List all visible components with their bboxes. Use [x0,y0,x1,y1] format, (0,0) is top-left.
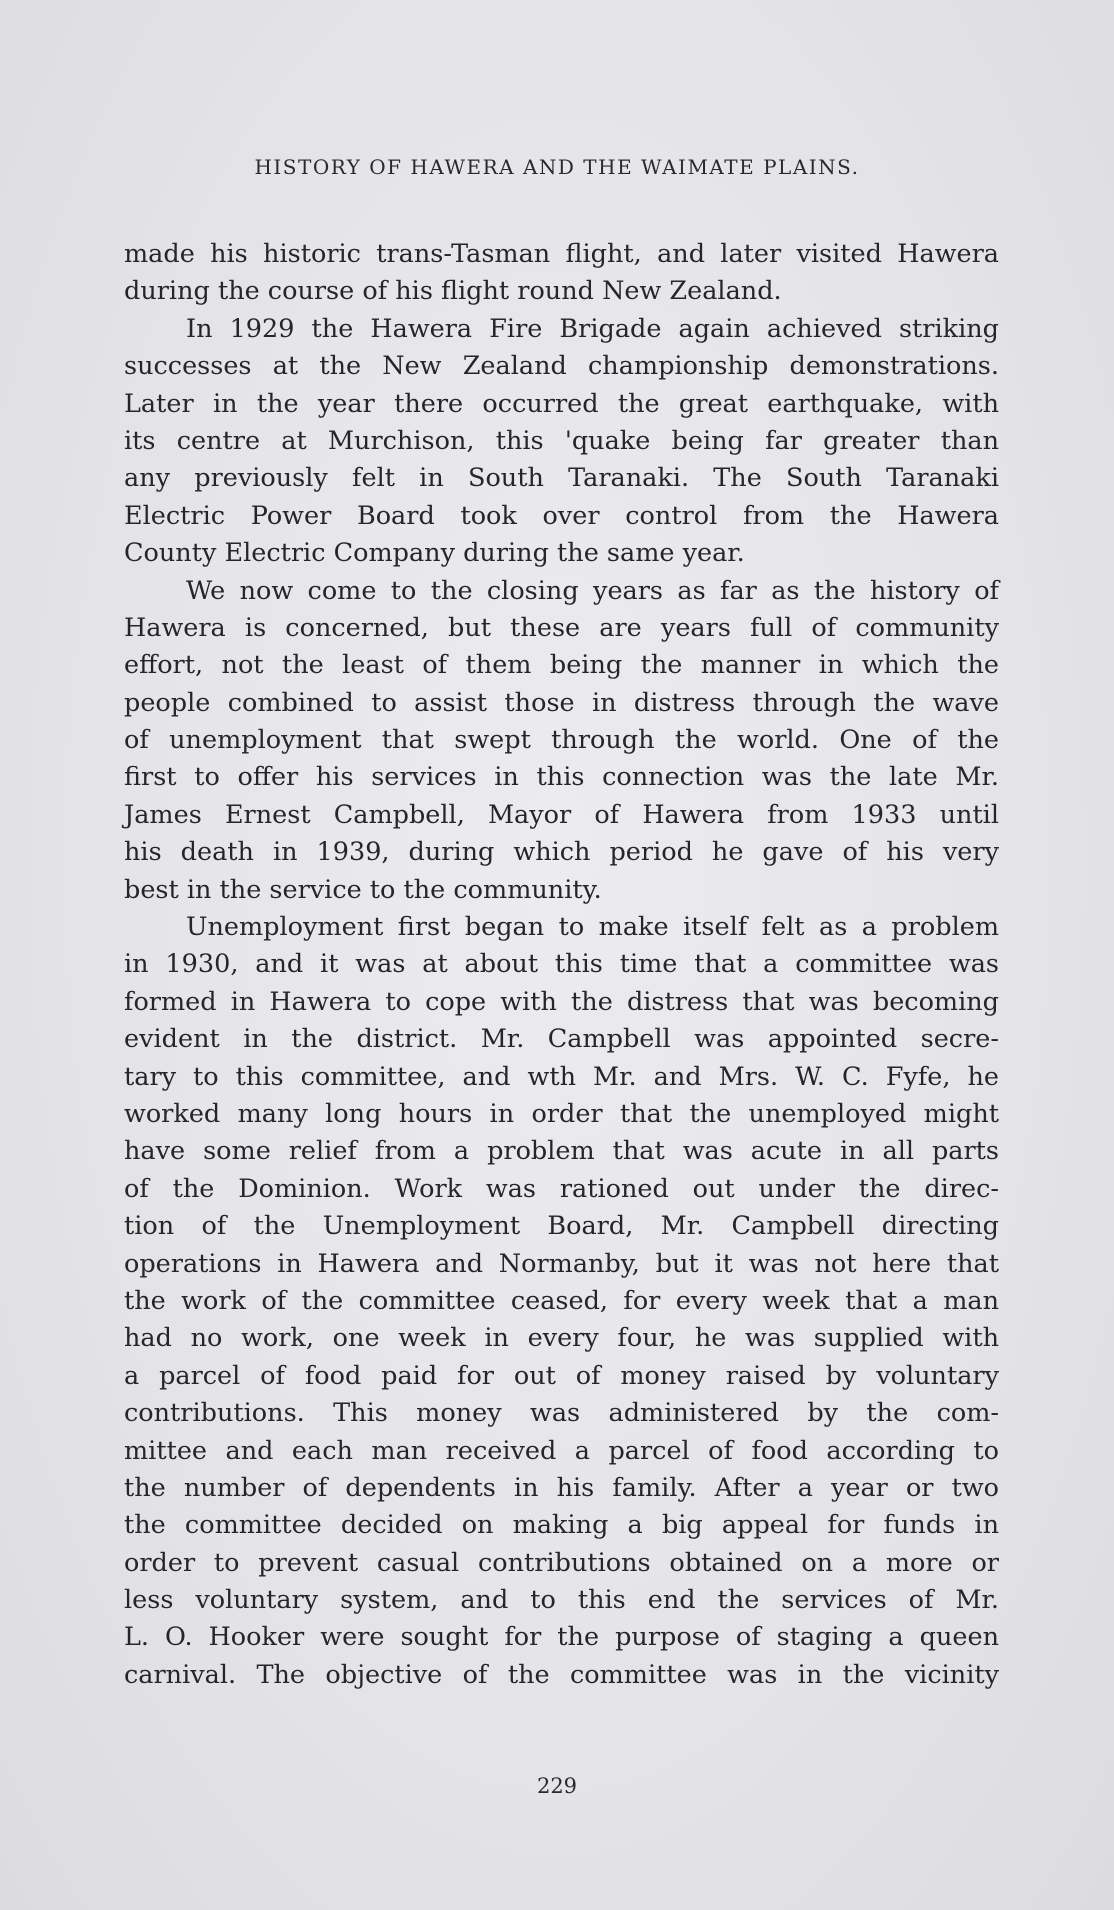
text-line: his death in 1939, during which period he gave of his very [124,837,999,868]
text-line: formed in Hawera to cope with the distress that was becoming [124,986,999,1017]
text-line: tary to this committee, and wth Mr. and Mrs. W. C. Fyfe, he [124,1061,999,1092]
text-line: made his historic trans-Tasman flight, and later visited Hawera [124,239,999,269]
text-line: the number of dependents in his family. After a year or two [124,1472,999,1503]
text-line: have some relief from a problem that was acute in all parts [124,1136,999,1167]
text-line: mittee and each man received a parcel of food according to [124,1435,999,1466]
text-line: of unemployment that swept through the world. One of the [124,725,999,756]
text-line: Unemployment first began to make itself felt as a problem [186,912,999,943]
body-text [124,236,999,1694]
text-line: had no work, one week in every four, he was supplied with [124,1323,999,1354]
text-line: County Electric Company during the same year. [124,538,745,569]
text-line: best in the service to the community. [124,874,602,905]
page-number: 229 [536,1774,578,1798]
text-line: contributions. This money was administered by the com- [124,1398,999,1429]
text-line: less voluntary system, and to this end the services of Mr. [124,1585,999,1616]
text-line: first to offer his services in this connection was the late Mr. [124,762,999,793]
text-line: people combined to assist those in distress through the wave [124,687,999,718]
text-line: its centre at Murchison, this 'quake being far greater than [124,425,999,456]
text-line: Hawera is concerned, but these are years full of community [124,612,999,643]
text-line: during the course of his flight round New Zealand. [124,276,782,307]
text-line: In 1929 the Hawera Fire Brigade again achieved striking [186,313,999,344]
text-line: carnival. The objective of the committee was in the vicinity [124,1659,999,1690]
text-line: worked many long hours in order that the unemployed might [124,1098,999,1129]
running-title: HISTORY OF HAWERA AND THE WAIMATE PLAINS. [254,155,860,179]
text-line: evident in the district. Mr. Campbell was appointed secre- [124,1024,999,1055]
text-line: operations in Hawera and Normanby, but it was not here that [124,1248,999,1279]
text-line: a parcel of food paid for out of money raised by voluntary [124,1360,999,1391]
text-line: L. O. Hooker were sought for the purpose of staging a queen [124,1622,999,1653]
text-line: the committee decided on making a big appeal for funds in [124,1510,999,1541]
text-line: of the Dominion. Work was rationed out under the direc- [124,1173,999,1204]
text-line: We now come to the closing years as far as the history of [186,575,999,606]
text-line: any previously felt in South Taranaki. The South Taranaki [124,463,999,494]
text-line: James Ernest Campbell, Mayor of Hawera from 1933 until [124,799,999,830]
text-line: successes at the New Zealand championship demonstrations. [124,351,999,382]
text-line: order to prevent casual contributions obtained on a more or [124,1547,999,1578]
text-line: Later in the year there occurred the great earthquake, with [124,388,999,419]
text-line: the work of the committee ceased, for every week that a man [124,1285,999,1316]
text-line: in 1930, and it was at about this time that a committee was [124,949,999,980]
text-line: effort, not the least of them being the manner in which the [124,650,999,681]
text-line: Electric Power Board took over control from the Hawera [124,500,999,531]
text-line: tion of the Unemployment Board, Mr. Campbell directing [124,1211,999,1242]
